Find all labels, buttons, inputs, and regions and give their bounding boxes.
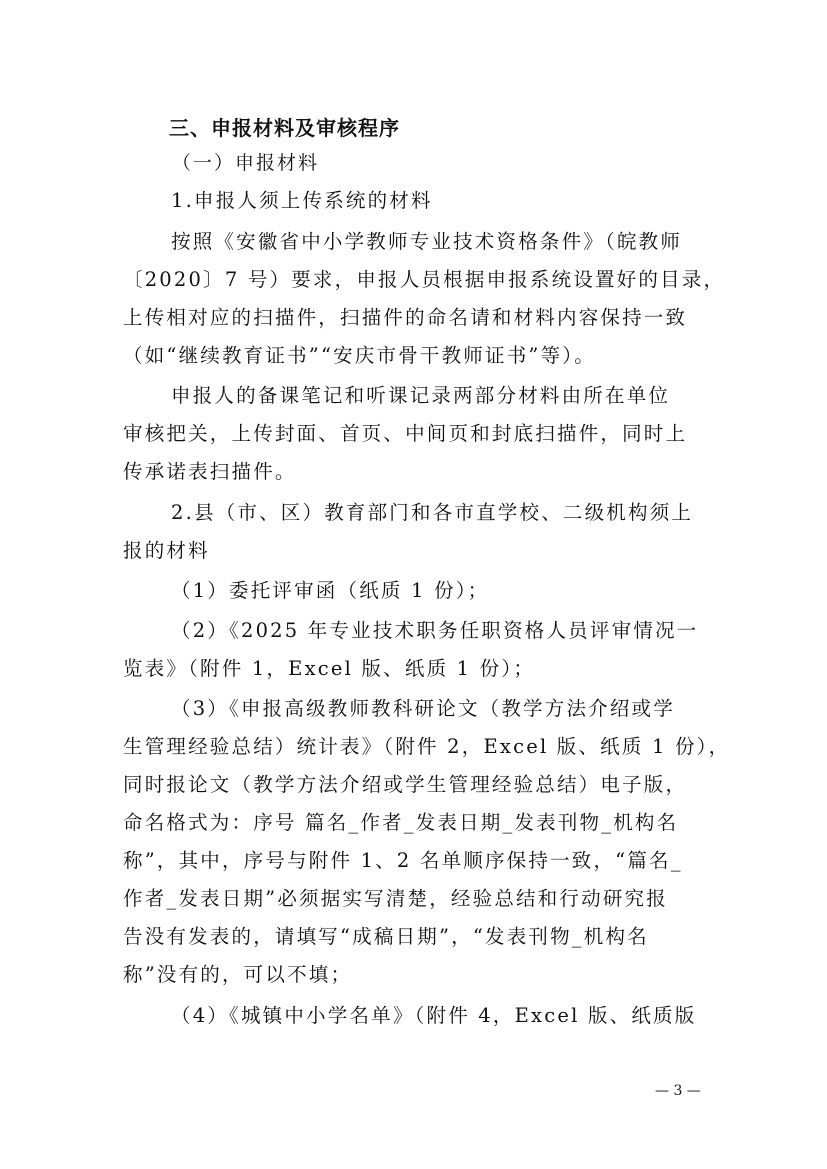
paragraph-line: 申报人的备课笔记和听课记录两部分材料由所在单位 xyxy=(171,384,671,407)
paragraph-line: 生管理经验总结）统计表》（附件 2，Excel 版、纸质 1 份）， xyxy=(123,735,731,758)
paragraph-line: 作者_发表日期”必须据实写清楚，经验总结和行动研究报 xyxy=(123,887,668,910)
paragraph-line: 〔2020〕7 号）要求，申报人员根据申报系统设置好的目录， xyxy=(123,268,726,291)
paragraph-line: 命名格式为：序号 篇名_作者_发表日期_发表刊物_机构名 xyxy=(123,811,679,834)
paragraph-line: 1.申报人须上传系统的材料 xyxy=(171,189,433,212)
paragraph-line: 报的材料 xyxy=(123,539,210,562)
paragraph-line: 审核把关，上传封面、首页、中间页和封底扫描件，同时上 xyxy=(123,422,688,445)
paragraph-line: 告没有发表的，请填写“成稿日期”，“发表刊物_机构名 xyxy=(123,925,649,948)
paragraph-line: 同时报论文（教学方法介绍或学生管理经验总结）电子版， xyxy=(123,773,688,796)
paragraph-line: （4）《城镇中小学名单》（附件 4，Excel 版、纸质版 xyxy=(171,1004,697,1027)
paragraph-line: 称”没有的，可以不填； xyxy=(123,963,353,986)
paragraph-line: 2.县（市、区）教育部门和各市直学校、二级机构须上 xyxy=(171,501,694,524)
paragraph-line: （2）《2025 年专业技术职务任职资格人员评审情况一 xyxy=(171,619,699,642)
subsection-heading: （一）申报材料 xyxy=(172,152,320,174)
paragraph-line: 称”，其中，序号与附件 1、2 名单顺序保持一致，“篇名_ xyxy=(123,849,683,872)
paragraph-line: 按照《安徽省中小学教师专业技术资格条件》（皖教师 xyxy=(171,230,683,253)
paragraph-line: （3）《申报高级教师教科研论文（教学方法介绍或学 xyxy=(171,697,675,720)
paragraph-line: 览表》（附件 1，Excel 版、纸质 1 份）； xyxy=(123,657,536,680)
paragraph-line: （1）委托评审函（纸质 1 份）； xyxy=(171,579,490,602)
paragraph-line: 传承诺表扫描件。 xyxy=(123,460,297,483)
page-number: — 3 — xyxy=(655,1083,701,1099)
paragraph-line: 上传相对应的扫描件，扫描件的命名请和材料内容保持一致 xyxy=(123,306,688,329)
paragraph-line: （如“继续教育证书”“安庆市骨干教师证书”等）。 xyxy=(123,344,596,367)
section-heading: 三、申报材料及审核程序 xyxy=(169,116,400,140)
